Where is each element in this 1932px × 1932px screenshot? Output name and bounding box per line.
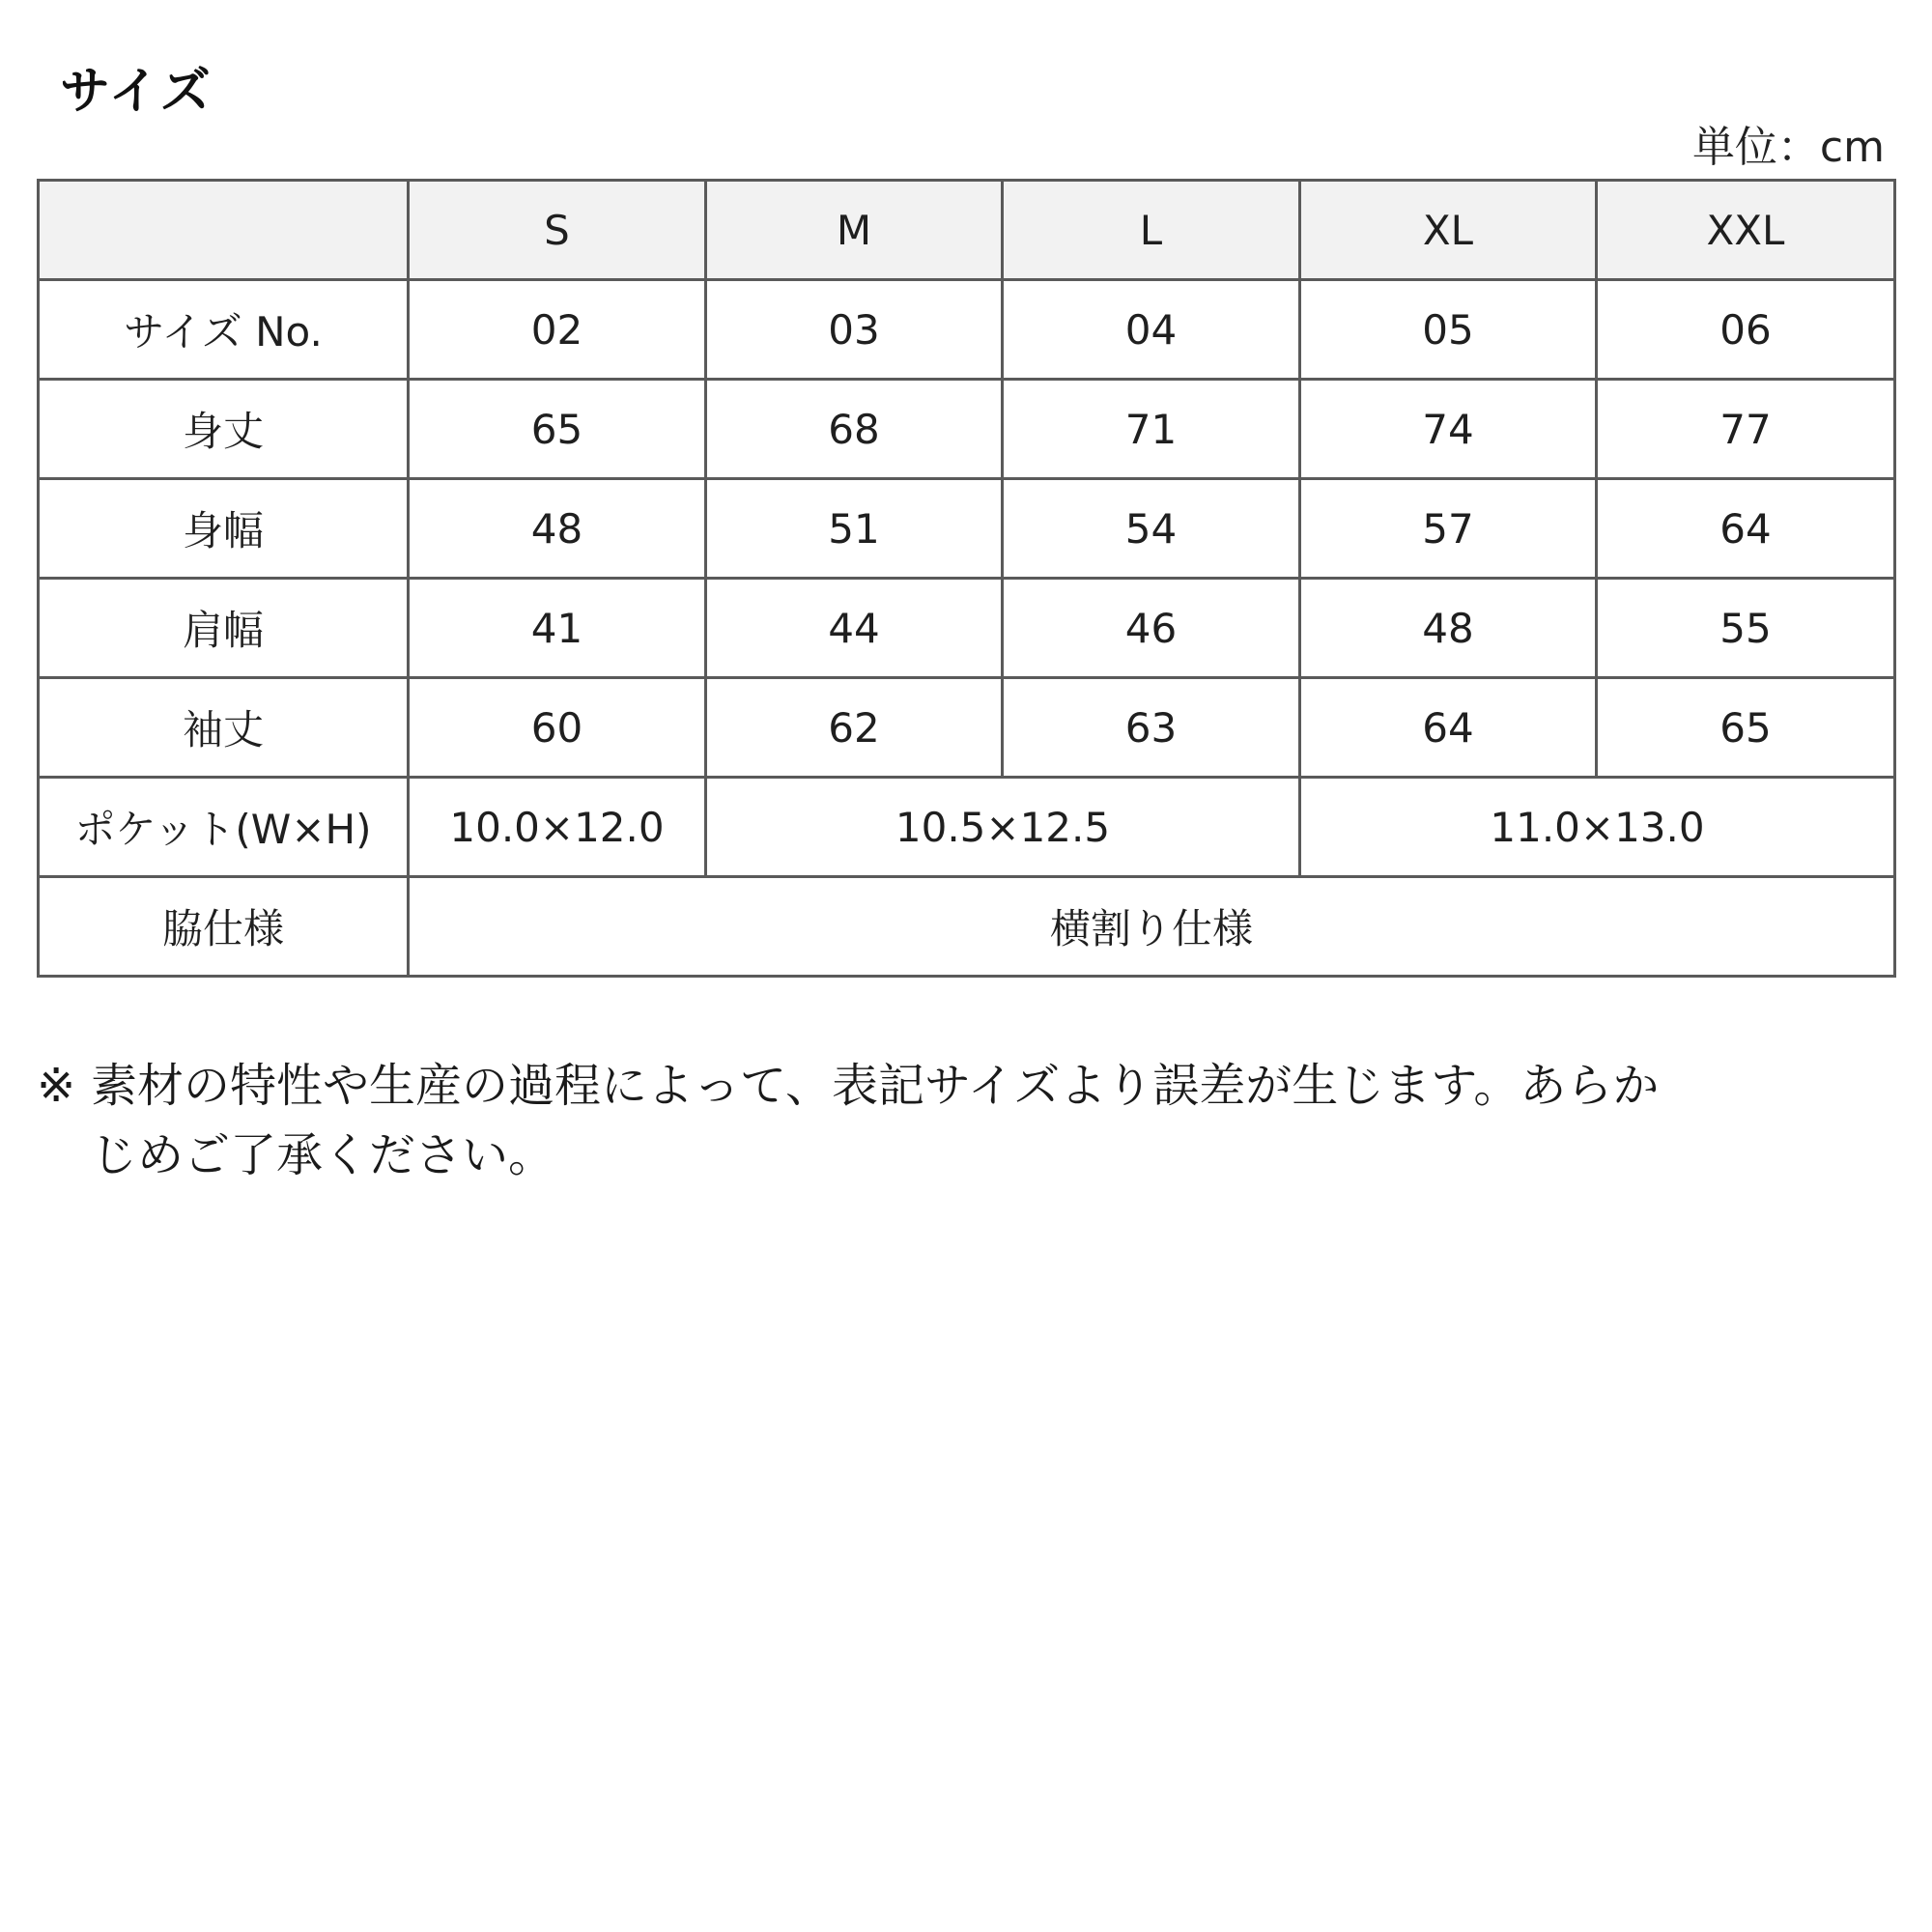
note-mark: ※: [37, 1059, 76, 1113]
cell-value: 46: [1003, 579, 1300, 678]
cell-value: 54: [1003, 479, 1300, 579]
cell-value: 48: [1300, 579, 1597, 678]
size-header-row: [39, 181, 1895, 280]
unit-label: 単位：cm: [1691, 123, 1885, 172]
row-label-pocket: ポケット(W×H): [39, 778, 409, 877]
cell-value: 51: [706, 479, 1003, 579]
cell-value: 77: [1597, 380, 1895, 479]
cell-value: 10.5×12.5: [706, 778, 1300, 877]
row-label-body-length: 身丈: [39, 380, 409, 479]
cell-value: 55: [1597, 579, 1895, 678]
cell-value: 44: [706, 579, 1003, 678]
cell-value: 60: [409, 678, 706, 778]
cell-value: 74: [1300, 380, 1597, 479]
table-row-sleeve-length: [39, 678, 1895, 778]
row-label-size-no: サイズ No.: [39, 280, 409, 380]
cell-value: 05: [1300, 280, 1597, 380]
size-header-xl: XL: [1300, 181, 1597, 280]
row-label-body-width: 身幅: [39, 479, 409, 579]
size-header-l: L: [1003, 181, 1300, 280]
header-corner-cell: [39, 181, 409, 280]
table-row-body-length: [39, 380, 1895, 479]
cell-value: 68: [706, 380, 1003, 479]
cell-value: 横割り仕様: [409, 877, 1895, 977]
cell-value: 03: [706, 280, 1003, 380]
size-header-s: S: [409, 181, 706, 280]
table-row-body-width: [39, 479, 1895, 579]
cell-value: 57: [1300, 479, 1597, 579]
cell-value: 63: [1003, 678, 1300, 778]
size-chart-table: [37, 179, 1896, 978]
size-header-xxl: XXL: [1597, 181, 1895, 280]
cell-value: 10.0×12.0: [409, 778, 706, 877]
cell-value: 04: [1003, 280, 1300, 380]
page-title: サイズ: [60, 63, 213, 121]
row-label-shoulder-width: 肩幅: [39, 579, 409, 678]
table-row-pocket: [39, 778, 1895, 877]
cell-value: 02: [409, 280, 706, 380]
cell-value: 65: [409, 380, 706, 479]
cell-value: 64: [1597, 479, 1895, 579]
cell-value: 11.0×13.0: [1300, 778, 1895, 877]
cell-value: 65: [1597, 678, 1895, 778]
disclaimer-note: [37, 1051, 1872, 1190]
table-row-shoulder-width: [39, 579, 1895, 678]
row-label-sleeve-length: 袖丈: [39, 678, 409, 778]
cell-value: 41: [409, 579, 706, 678]
table-row-size-no: [39, 280, 1895, 380]
note-line-1: [37, 1051, 1872, 1121]
size-header-m: M: [706, 181, 1003, 280]
table-row-side-spec: [39, 877, 1895, 977]
cell-value: 71: [1003, 380, 1300, 479]
cell-value: 64: [1300, 678, 1597, 778]
cell-value: 06: [1597, 280, 1895, 380]
cell-value: 48: [409, 479, 706, 579]
note-text-2: じめご了承ください。: [91, 1128, 555, 1182]
row-label-side-spec: 脇仕様: [39, 877, 409, 977]
cell-value: 62: [706, 678, 1003, 778]
note-text-1: 素材の特性や生産の過程によって、表記サイズより誤差が生じます。あらか: [91, 1059, 1660, 1113]
